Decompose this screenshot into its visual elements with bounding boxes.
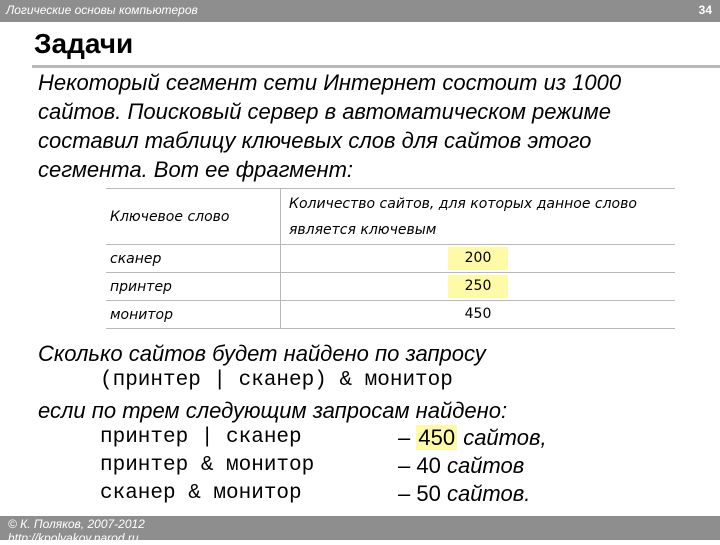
keyword-table: [106, 188, 675, 329]
keyword-cell: принтер: [106, 273, 281, 301]
given-row: [0, 426, 720, 454]
given-result: [398, 453, 524, 479]
table-row: [106, 245, 675, 273]
copyright-text: © К. Поляков, 2007-2012: [8, 517, 145, 531]
result-value: 450: [418, 425, 456, 450]
intro-text: Некоторый сегмент сети Интернет состоит из 1000 сайтов. Поисковый сервер в автоматическом режиме составил таблицу ключевых слов для сайтов этого сегмента. Вот ее фрагмент:: [38, 70, 622, 182]
footer-bar: [0, 516, 720, 545]
result-value: 50: [416, 481, 441, 506]
given-expression: принтер & монитор: [100, 454, 315, 477]
result-dash: –: [398, 425, 417, 450]
query-expression: (принтер | сканер) & монитор: [100, 369, 453, 392]
count-value: 200: [448, 247, 508, 270]
table-row: [106, 301, 675, 329]
given-row: [0, 454, 720, 482]
given-result: [398, 425, 547, 451]
slide-title: Задачи: [34, 28, 134, 59]
result-unit: сайтов: [440, 453, 525, 478]
header-keyword: Ключевое слово: [106, 189, 281, 245]
result-value: 40: [416, 453, 441, 478]
count-value: 450: [464, 306, 492, 322]
result-unit: сайтов.: [440, 481, 531, 506]
footer-text: [8, 517, 145, 545]
header-count: Количество сайтов, для которых данное слово является ключевым: [281, 189, 676, 245]
given-row: [0, 482, 720, 510]
count-cell: [281, 301, 676, 329]
page-number: 34: [698, 3, 712, 17]
result-unit: сайтов,: [457, 425, 547, 450]
given-result: [398, 481, 530, 507]
given-expression: сканер & монитор: [100, 482, 302, 505]
count-cell: [281, 273, 676, 301]
footer-url[interactable]: http://kpolyakov.narod.ru: [8, 531, 139, 545]
given-expression: принтер | сканер: [100, 426, 302, 449]
question-line: Сколько сайтов будет найдено по запросу: [38, 341, 486, 366]
count-cell: [281, 245, 676, 273]
table-row: [106, 273, 675, 301]
result-dash: –: [398, 481, 417, 506]
result-dash: –: [398, 453, 417, 478]
count-value: 250: [448, 275, 508, 298]
question-condition: если по трем следующим запросам найдено:: [38, 398, 508, 423]
keyword-cell: монитор: [106, 301, 281, 329]
header-bar: [0, 0, 720, 22]
keyword-cell: сканер: [106, 245, 281, 273]
table-header-row: [106, 189, 675, 245]
course-title: Логические основы компьютеров: [6, 3, 198, 17]
